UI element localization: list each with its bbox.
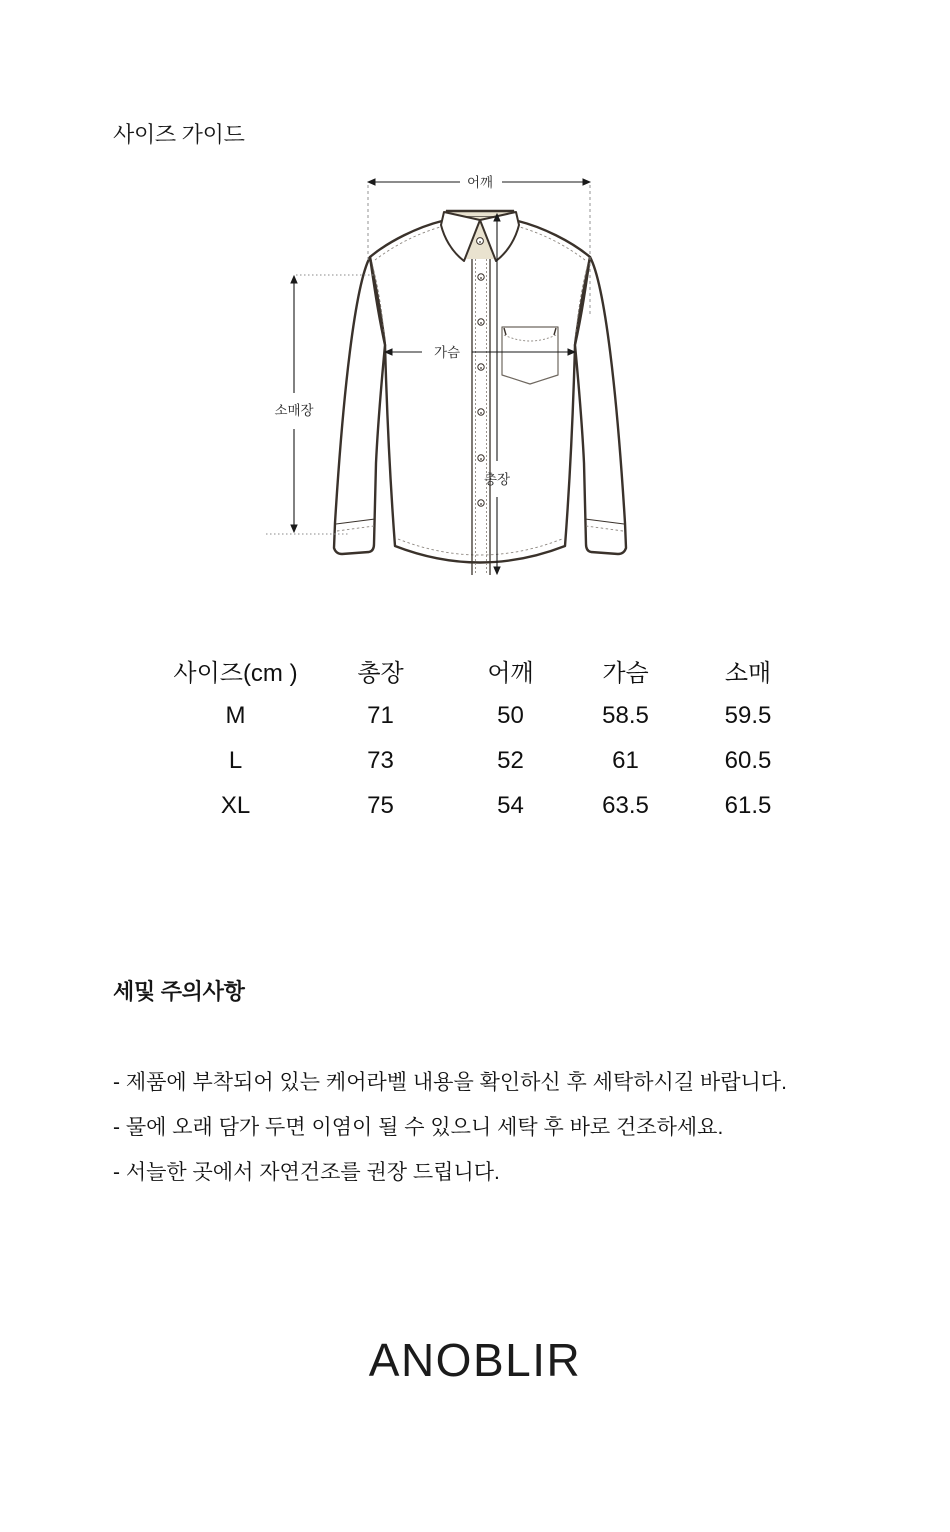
shirt-sketch (334, 211, 626, 575)
size-table-header-size: 사이즈(cm ) (173, 660, 298, 687)
list-item: - 제품에 부착되어 있는 케어라벨 내용을 확인하신 후 세탁하시길 바랍니다. (113, 1071, 787, 1094)
table-row (168, 738, 808, 783)
size-cell: M (225, 701, 246, 729)
sleeve-length-dimension-label: 소매장 (274, 403, 314, 418)
size-table-header-row (168, 648, 808, 693)
value-cell: 60.5 (724, 746, 772, 774)
value-cell: 75 (367, 791, 394, 819)
value-cell: 71 (367, 701, 394, 729)
size-guide-title: 사이즈 가이드 (113, 122, 245, 147)
care-notes-list (113, 1060, 787, 1195)
chest-dimension-label: 가슴 (433, 345, 461, 360)
value-cell: 52 (497, 746, 524, 774)
brand-logo: ANOBLIR (368, 1334, 582, 1386)
value-cell: 58.5 (602, 701, 649, 729)
size-table-header-shoulder: 어깨 (487, 660, 534, 687)
value-cell: 61 (612, 746, 639, 774)
value-cell: 59.5 (724, 701, 772, 729)
size-table-header-length: 총장 (357, 660, 404, 687)
total-length-dimension-label: 총장 (483, 472, 511, 487)
value-cell: 50 (497, 701, 524, 729)
shirt-measurement-diagram (258, 163, 638, 591)
size-cell: XL (220, 791, 251, 819)
care-title: 세및 주의사항 (113, 979, 245, 1004)
table-row (168, 783, 808, 828)
size-table-header-sleeve: 소매 (724, 660, 772, 687)
list-item: - 물에 오래 담가 두면 이염이 될 수 있으니 세탁 후 바로 건조하세요. (113, 1116, 724, 1139)
value-cell: 73 (367, 746, 394, 774)
shoulder-dimension-label: 어깨 (466, 175, 494, 190)
value-cell: 54 (497, 791, 524, 819)
value-cell: 61.5 (724, 791, 772, 819)
shirt-diagram-svg (258, 163, 638, 591)
value-cell: 63.5 (602, 791, 649, 819)
table-row (168, 693, 808, 738)
size-cell: L (228, 746, 243, 774)
size-table (168, 648, 808, 828)
size-table-header-chest: 가슴 (602, 660, 649, 687)
list-item: - 서늘한 곳에서 자연건조를 권장 드립니다. (113, 1161, 500, 1184)
